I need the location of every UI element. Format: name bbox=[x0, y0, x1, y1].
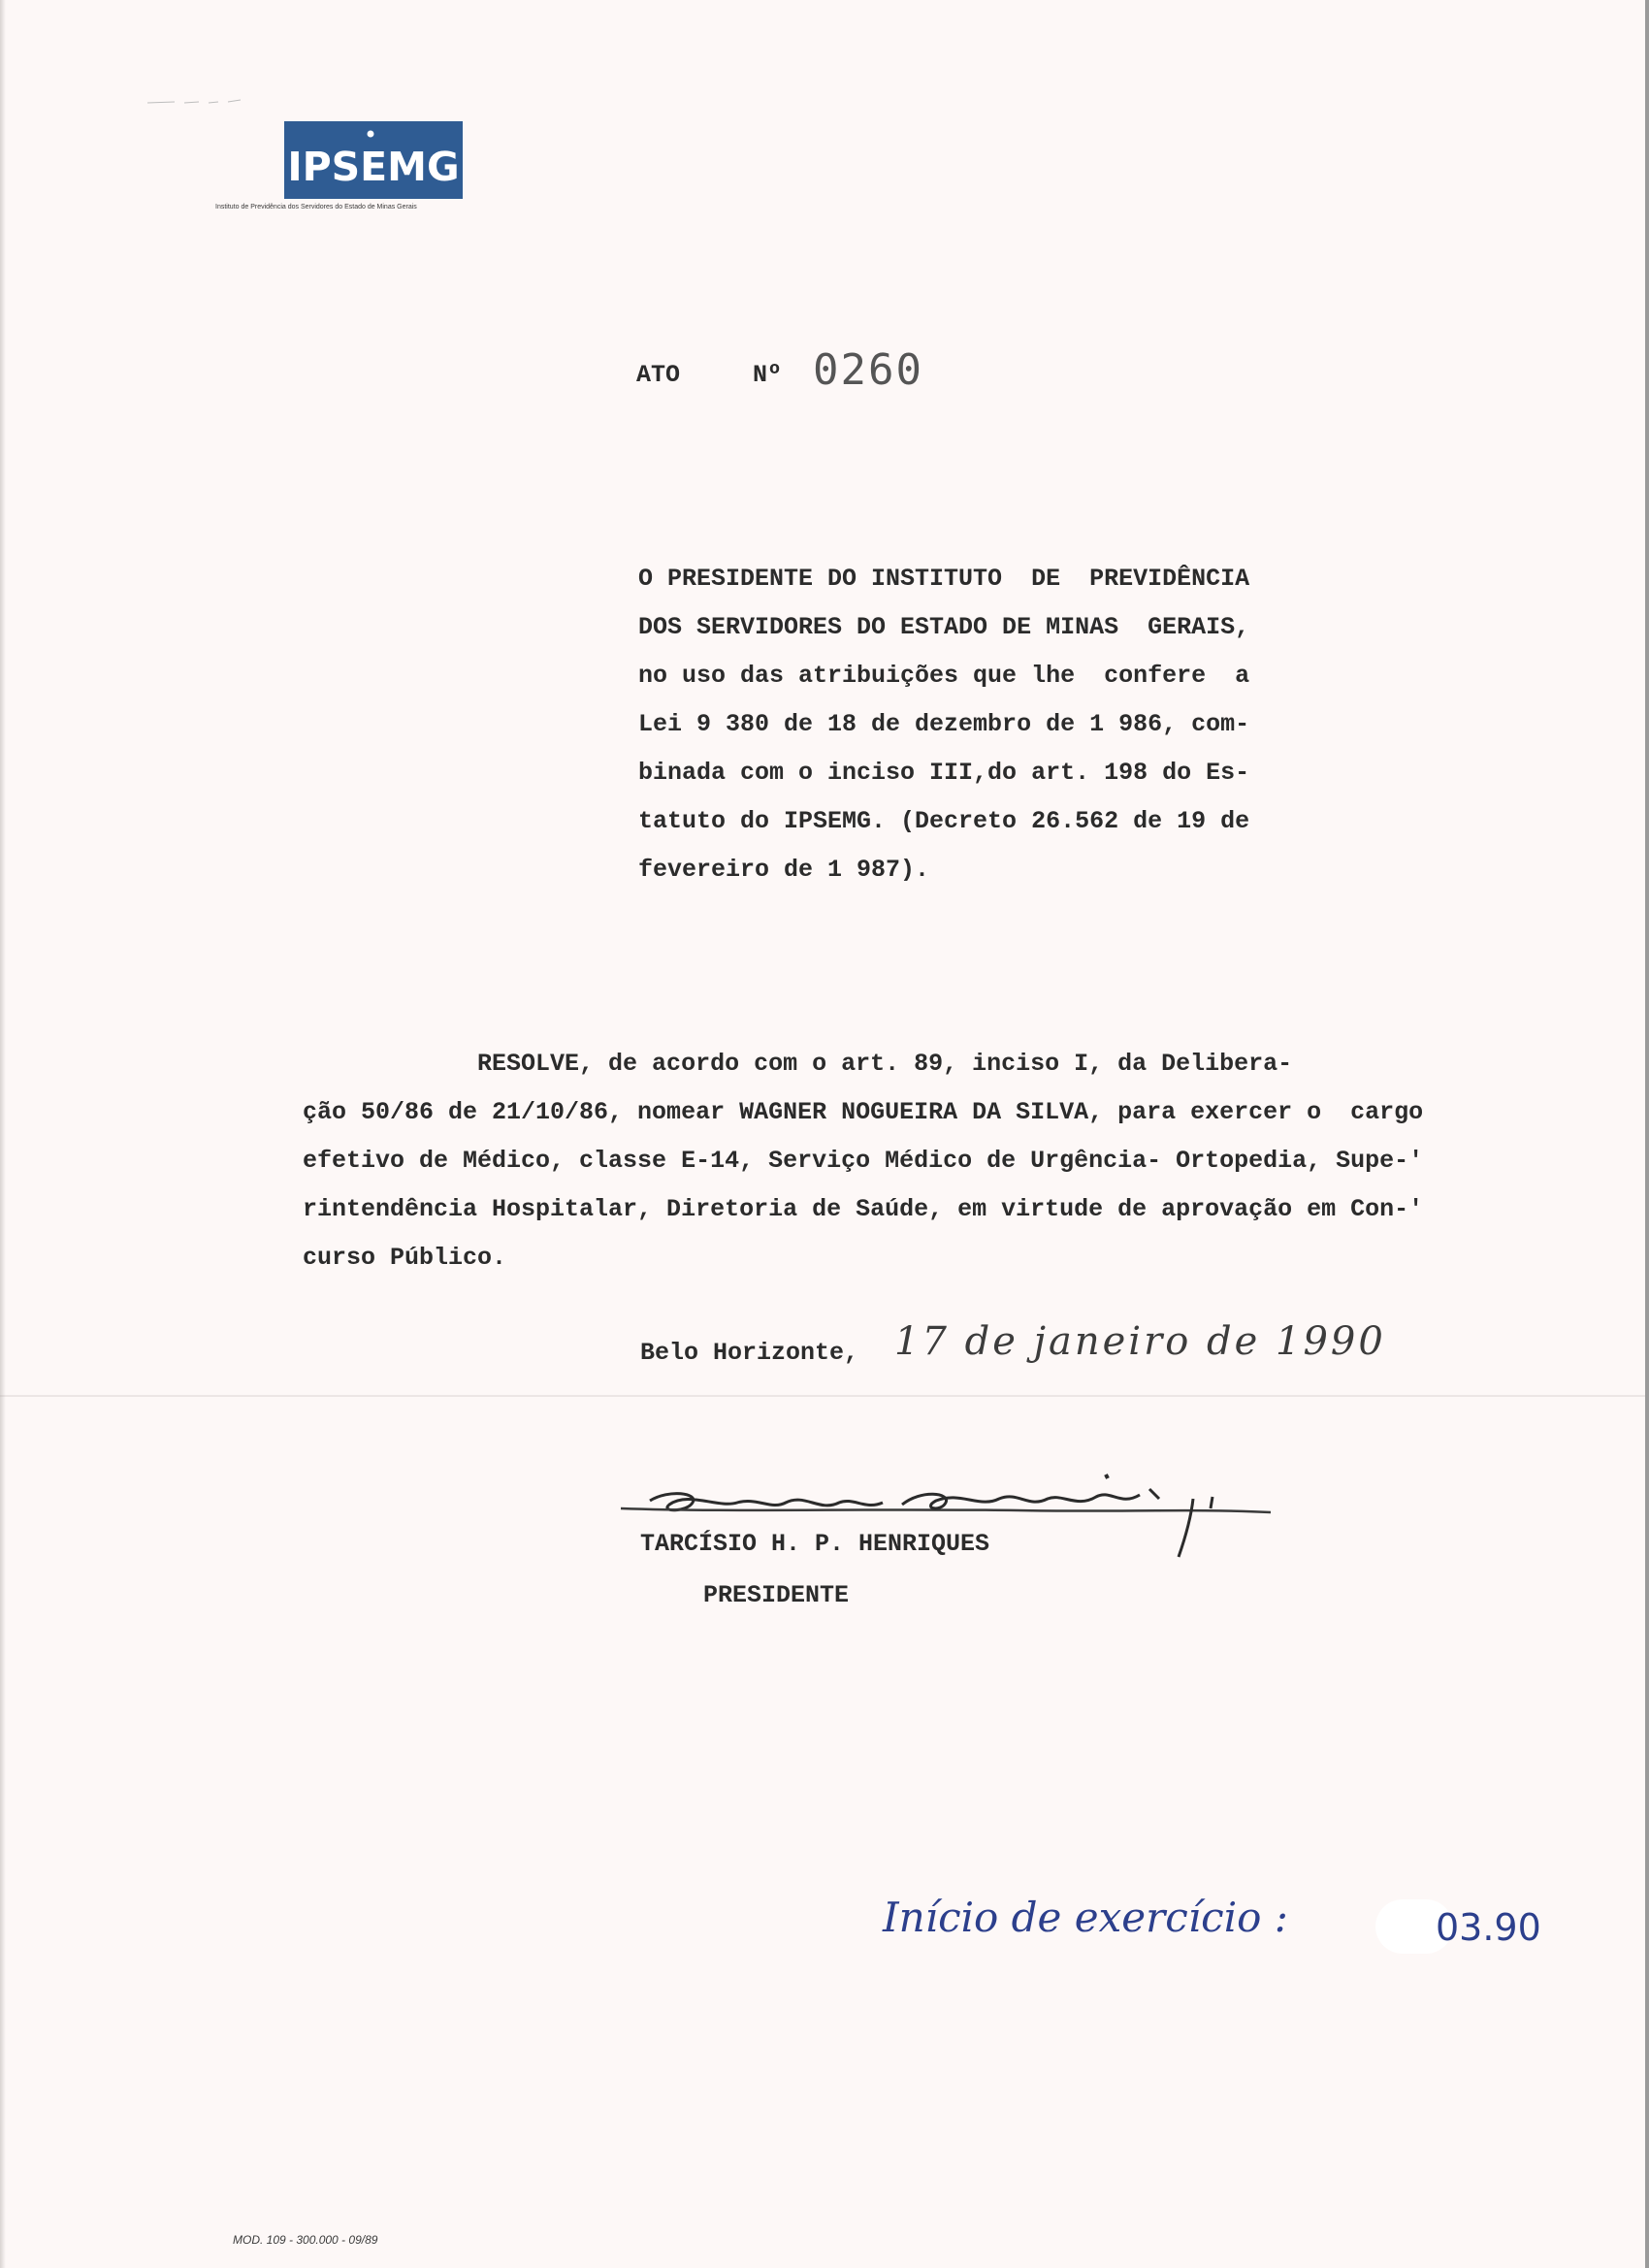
logo-subtitle: Instituto de Previdência dos Servidores do Estado de Minas Gerais bbox=[215, 204, 417, 211]
signer-name: TARCÍSIO H. P. HENRIQUES bbox=[640, 1530, 990, 1558]
handwritten-date: 17 de janeiro de 1990 bbox=[894, 1319, 1386, 1364]
act-label: ATO bbox=[636, 361, 681, 389]
start-annotation-date: 03.90 bbox=[1436, 1906, 1541, 1949]
preamble-line: Lei 9 380 de 18 de dezembro de 1 986, com- bbox=[638, 710, 1250, 738]
preamble-paragraph bbox=[638, 555, 1337, 894]
preamble-line: no uso das atribuições que lhe confere a bbox=[638, 662, 1250, 690]
resolution-paragraph bbox=[303, 1040, 1564, 1282]
preamble-line: O PRESIDENTE DO INSTITUTO DE PREVIDÊNCIA bbox=[638, 565, 1250, 593]
paper-fold-line bbox=[0, 1395, 1645, 1397]
place-label: Belo Horizonte, bbox=[640, 1339, 859, 1367]
page-left-edge bbox=[0, 0, 6, 2268]
ipsemg-logo bbox=[284, 121, 463, 199]
form-code: MOD. 109 - 300.000 - 09/89 bbox=[233, 2233, 378, 2247]
resolution-line: efetivo de Médico, classe E-14, Serviço Médico de Urgência- Ortopedia, Supe-' bbox=[303, 1147, 1424, 1175]
act-number-label: Nº bbox=[753, 361, 783, 389]
resolution-line: RESOLVE, de acordo com o art. 89, inciso I, da Delibera- bbox=[303, 1050, 1293, 1078]
preamble-line: fevereiro de 1 987). bbox=[638, 856, 930, 884]
preamble-line: tatuto do IPSEMG. (Decreto 26.562 de 19 de bbox=[638, 807, 1250, 835]
start-annotation-label: Início de exercício : bbox=[883, 1894, 1288, 1941]
preamble-line: DOS SERVIDORES DO ESTADO DE MINAS GERAIS, bbox=[638, 613, 1250, 641]
resolution-line: rintendência Hospitalar, Diretoria de Saúde, em virtude de aprovação em Con-' bbox=[303, 1195, 1424, 1223]
act-number: 0260 bbox=[813, 345, 923, 395]
logo-emblem-icon bbox=[366, 129, 375, 139]
signer-title: PRESIDENTE bbox=[703, 1581, 850, 1609]
pencil-mark bbox=[146, 97, 242, 107]
page-right-edge bbox=[1645, 0, 1649, 2268]
preamble-line: binada com o inciso III,do art. 198 do Es- bbox=[638, 759, 1250, 787]
resolution-line: ção 50/86 de 21/10/86, nomear WAGNER NOGUEIRA DA SILVA, para exercer o cargo bbox=[303, 1098, 1424, 1126]
logo-text: IPSEMG bbox=[287, 144, 460, 190]
resolution-line: curso Público. bbox=[303, 1244, 507, 1272]
